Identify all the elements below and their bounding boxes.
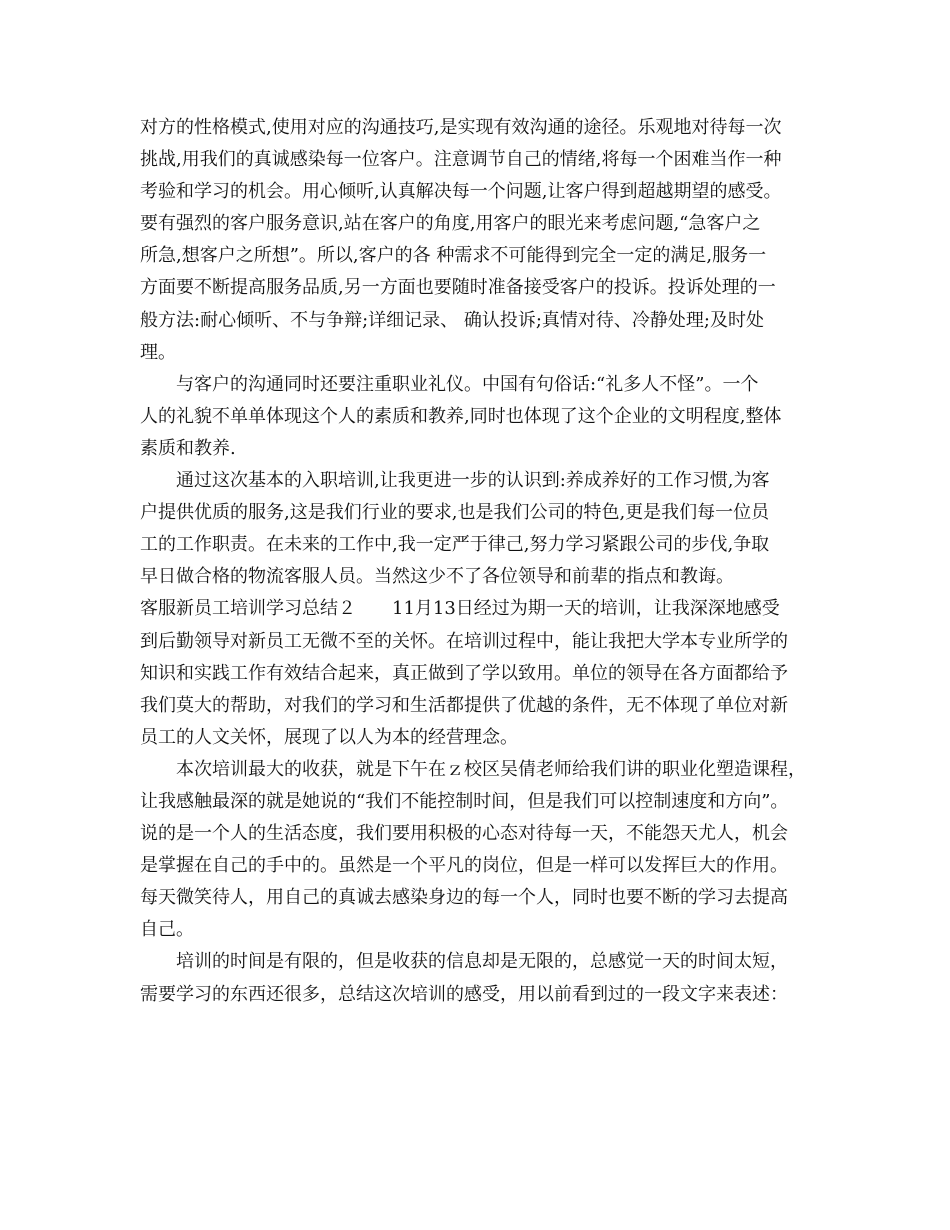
text-line: 我们莫大的帮助，对我们的学习和生活都提供了优越的条件，无不体现了单位对新 <box>140 694 788 716</box>
text-line: 说的是一个人的生活态度，我们要用积极的心态对待每一天，不能怨天尤人，机会 <box>140 823 788 845</box>
text-line: 客服新员工培训学习总结２ 11月13日经过为期一天的培训，让我深深地感受 <box>140 598 780 620</box>
text-line: 需要学习的东西还很多，总结这次培训的感受，用以前看到过的一段文字来表述： <box>140 983 788 1005</box>
text-line: 对方的性格模式,使用对应的沟通技巧,是实现有效沟通的途径。乐观地对待每一次 <box>140 117 782 138</box>
paragraph-first-line: 通过这次基本的入职培训,让我更进一步的认识到:养成养好的工作习惯,为客 <box>176 470 770 492</box>
text-line: 是掌握在自己的手中的。虽然是一个平凡的岗位，但是一样可以发挥巨大的作用。 <box>140 855 788 877</box>
text-line: 员工的人文关怀，展现了以人为本的经营理念。 <box>140 726 518 748</box>
text-line: 每天微笑待人，用自己的真诚去感染身边的每一个人，同时也要不断的学习去提高 <box>140 887 788 909</box>
text-line: 让我感触最深的就是她说的“我们不能控制时间，但是我们可以控制速度和方向”。 <box>140 790 789 812</box>
text-line: 早日做合格的物流客服人员。当然这少不了各位领导和前辈的指点和教诲。 <box>140 566 734 588</box>
document-body <box>140 112 820 1011</box>
text-line: 理。 <box>140 341 176 363</box>
text-line: 挑战,用我们的真诚感染每一位客户。注意调节自己的情绪,将每一个困难当作一种 <box>140 149 782 171</box>
text-line: 工的工作职责。在未来的工作中,我一定严于律己,努力学习紧跟公司的步伐,争取 <box>140 534 770 556</box>
text-line: 素质和教养. <box>140 437 236 459</box>
text-line: 方面要不断提高服务品质,另一方面也要随时准备接受客户的投诉。投诉处理的一 <box>140 277 776 299</box>
text-line: 户提供优质的服务,这是我们行业的要求,也是我们公司的特色,更是我们每一位员 <box>140 502 770 524</box>
paragraph-first-line: 与客户的沟通同时还要注重职业礼仪。中国有句俗话:“礼多人不怪”。一个 <box>176 373 759 395</box>
paragraph-first-line: 本次培训最大的收获，就是下午在ｚ校区吴倩老师给我们讲的职业化塑造课程， <box>176 758 806 780</box>
text-line: 般方法:耐心倾听、不与争辩;详细记录、 确认投诉;真情对待、冷静处理;及时处 <box>140 309 764 331</box>
text-line: 考验和学习的机会。用心倾听,认真解决每一个问题,让客户得到超越期望的感受。 <box>140 181 782 203</box>
text-line: 所急,想客户之所想”。所以,客户的各 种需求不可能得到完全一定的满足,服务一 <box>140 245 767 267</box>
text-line: 知识和实践工作有效结合起来，真正做到了学以致用。单位的领导在各方面都给予 <box>140 662 788 684</box>
text-line: 自己。 <box>140 919 194 941</box>
text-line: 人的礼貌不单单体现这个人的素质和教养,同时也体现了这个企业的文明程度,整体 <box>140 405 782 427</box>
paragraph-first-line: 培训的时间是有限的，但是收获的信息却是无限的，总感觉一天的时间太短， <box>176 951 788 973</box>
text-line: 要有强烈的客户服务意识,站在客户的角度,用客户的眼光来考虑问题,“急客户之 <box>140 213 761 235</box>
text-line: 到后勤领导对新员工无微不至的关怀。在培训过程中，能让我把大学本专业所学的 <box>140 630 788 652</box>
